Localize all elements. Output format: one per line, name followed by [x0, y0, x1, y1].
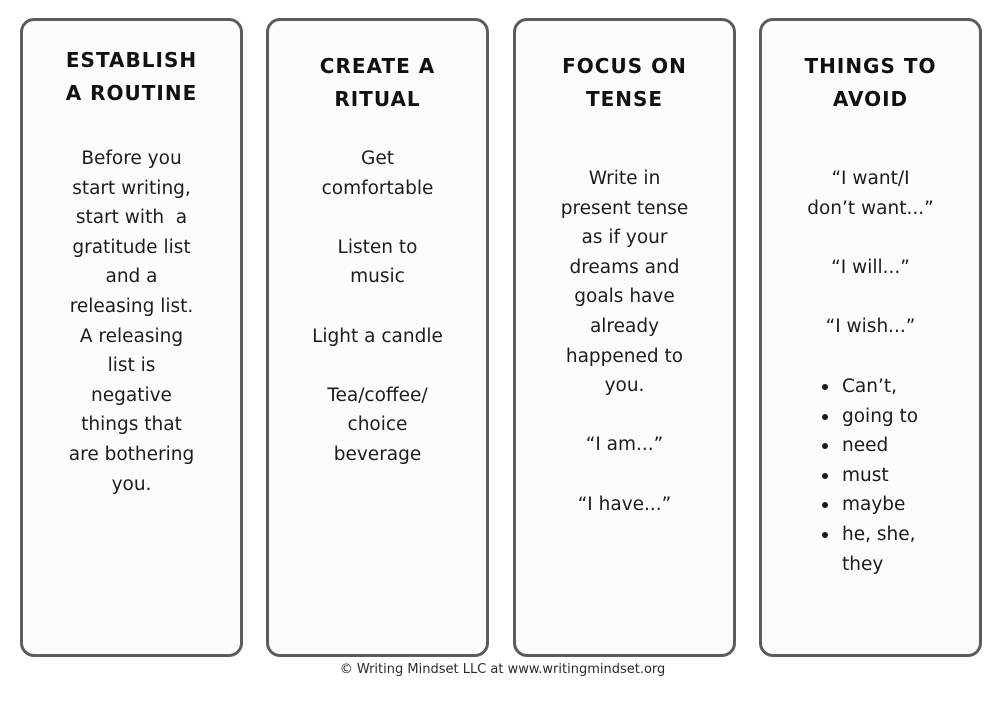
card-title-line: AVOID [832, 87, 909, 111]
card-body [23, 144, 240, 499]
body-line: you. [604, 375, 645, 397]
list-item: going to [820, 402, 940, 432]
card-title [762, 50, 979, 116]
spacer [762, 223, 979, 253]
card-establish-routine [20, 18, 243, 657]
body-line: choice [347, 414, 408, 436]
body-line: negative [91, 384, 172, 406]
card-title-line: A ROUTINE [65, 81, 198, 105]
card-body [762, 164, 979, 371]
body-line: “I wish...” [825, 315, 916, 337]
spacer [269, 292, 486, 322]
body-line: and a [105, 266, 158, 288]
body-line: Get [361, 148, 394, 169]
card-create-ritual [266, 18, 489, 657]
body-line: Write in [588, 168, 661, 189]
body-line: Listen to [337, 236, 418, 258]
card-body [516, 164, 733, 519]
card-title-line: ESTABLISH [65, 48, 198, 72]
body-line: Light a candle [312, 325, 443, 347]
body-line: things that [81, 414, 182, 436]
spacer [516, 401, 733, 431]
list-item: need [820, 431, 940, 461]
list-item: maybe [820, 490, 940, 520]
body-line: releasing list. [69, 295, 194, 317]
list-item: Can’t, [820, 372, 940, 402]
spacer [269, 351, 486, 381]
card-title [269, 50, 486, 116]
body-line: as if your [581, 227, 668, 249]
avoid-word-list [820, 372, 940, 579]
body-line: “I will...” [831, 256, 910, 278]
list-item: must [820, 461, 940, 491]
footer-copyright: © Writing Mindset LLC at www.writingmindset.org [339, 662, 666, 677]
card-body [269, 144, 486, 470]
card-title-line: TENSE [585, 87, 664, 111]
body-line: you. [111, 473, 152, 495]
card-title-line: FOCUS ON [562, 54, 687, 78]
card-title-line: RITUAL [334, 87, 421, 111]
list-item: he, she, they [820, 520, 940, 579]
body-line: Tea/coffee/ [327, 384, 428, 406]
body-line: A releasing [79, 325, 184, 347]
card-title-line: CREATE A [319, 54, 436, 78]
body-line: dreams and [569, 256, 680, 278]
body-line: already [589, 315, 660, 337]
spacer [269, 203, 486, 233]
body-line: “I want/I [831, 168, 910, 189]
body-line: music [350, 266, 405, 288]
spacer [762, 282, 979, 312]
body-line: present tense [560, 197, 689, 219]
card-title [23, 44, 240, 110]
card-title-line: THINGS TO [804, 54, 937, 78]
spacer [516, 460, 733, 490]
body-line: don’t want...” [807, 197, 934, 219]
body-line: goals have [574, 286, 675, 308]
card-title [516, 50, 733, 116]
body-line: “I have...” [577, 493, 672, 515]
body-line: beverage [333, 443, 422, 465]
body-line: happened to [565, 345, 684, 367]
body-line: gratitude list [72, 236, 191, 258]
spacer [762, 342, 979, 372]
body-line: Before you [81, 148, 182, 169]
card-focus-tense [513, 18, 736, 657]
body-line: comfortable [321, 177, 434, 199]
body-line: list is [107, 355, 156, 377]
body-line: are bothering [68, 443, 195, 465]
card-things-to-avoid [759, 18, 982, 657]
body-line: “I am...” [585, 434, 664, 456]
body-line: start with a [75, 207, 188, 229]
body-line: start writing, [72, 177, 191, 199]
